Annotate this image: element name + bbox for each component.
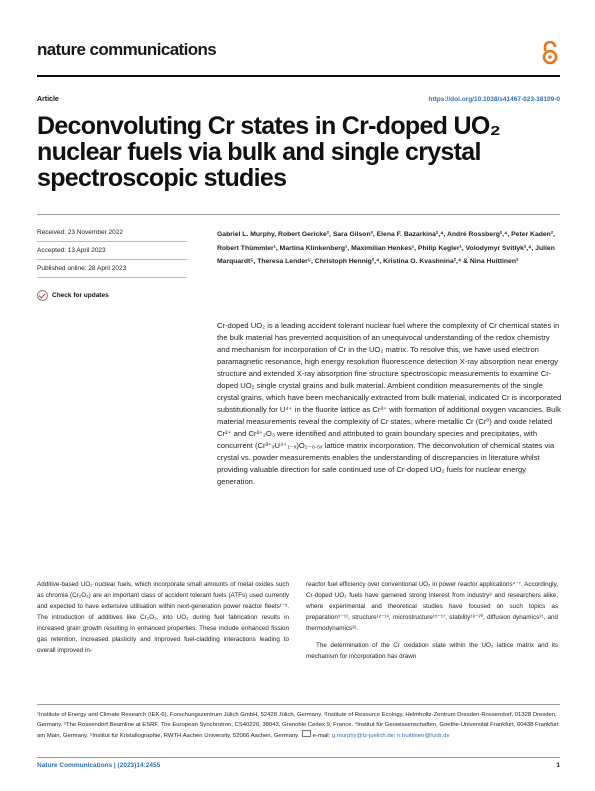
header-rule: [37, 75, 560, 77]
article-type: Article: [37, 96, 59, 103]
page-number: 1: [556, 762, 560, 769]
email-label: e-mail:: [312, 733, 331, 739]
published-date: Published online: 28 April 2023: [37, 265, 127, 272]
check-updates-button[interactable]: [37, 290, 109, 301]
received-date: Received: 23 November 2022: [37, 229, 123, 236]
affiliations: [37, 710, 560, 741]
divider: [37, 259, 187, 260]
author-list: Gabriel L. Murphy, Robert Gericke², Sara Gilson³, Elena F. Bazarkina²,⁴, André Rossberg²,⁴, Peter Kaden², Robert Thümmler¹, Martina Klinkenberg¹, Maximilian Henkes¹, Philip Kegler¹, Volodymyr Svitlyk²,⁴, Julien Marquardt⁵, Theresa Lender⁵, Christoph Hennig²,⁴, Kristina O. Kvashnina²,⁴ & Nina Huittinen²: [217, 231, 555, 265]
divider: [37, 241, 187, 242]
email-icon: [302, 730, 311, 737]
body-column-1: Additive-based UO₂ nuclear fuels, which incorporate small amounts of metal oxides such as chromia (Cr₂O₃) are an important class of accident tolerant fuels (ATFs) used currently and expected to have extensive utilisation within next-generation power reactor fleets¹⁻³. The introduction of additives like Cr₂O₃, into UO₂ during fuel fabrication results in increased grain growth resulting in enhanced properties. These include enhanced fission gas retention, increased plasticity and improved fuel-cladding interactions leading to overall improved in-: [37, 581, 289, 654]
body-paragraph: reactor fuel efficiency over conventional UO₂ in power reactor applications⁴⁻⁷. Accordingly, Cr-doped UO₂ fuels have garnered strong interest from industry⁸ and researchers alike, where experimental and theoretical studies have focused on such topics as preparation⁹⁻¹¹, structure¹²⁻¹⁴, microstructure¹⁵⁻¹⁷, stability¹⁸⁻²⁰, diffusion dynamics²¹, and thermodynamics²².: [306, 581, 558, 632]
dates-block: [37, 229, 187, 283]
abstract: Cr-doped UO₂ is a leading accident tolerant nuclear fuel where the complexity of Cr chemical states in the bulk material has prevented acquisition of an unequivocal understanding of the redox chemistry and mechanism for incorporation of Cr in the UO₂ matrix. To resolve this, we have used electron paramagnetic resonance, high energy resolution fluorescence detection X-ray absorption near energy structure and extended X-ray absorption fine structure spectroscopic measurements to examine Cr-doped UO₂ single crystal grains and bulk material. Ambient condition measurements of the single crystal grains, which have been mechanically extracted from bulk material, indicated Cr is incorporated substitutionally for U⁴⁺ in the fluorite lattice as Cr³⁺ with formation of additional oxygen vacancies. Bulk material measurements reveal the complexity of Cr states, where metallic Cr (Cr⁰) and oxide related Cr²⁺ and Cr³⁺₂O₃ were identified and attributed to grain boundary species and precipitates, with concurrent (Cr³⁺ₓU⁴⁺₁₋ₓ)O₂₋₀.₅ₓ lattice matrix incorporation. The deconvolution of chemical states via crystal vs. powder measurements enables the understanding of discrepancies in literature whilst providing valuable direction for safe continued use of Cr-doped UO₂ fuels for nuclear energy generation.: [217, 321, 562, 486]
paper-title: Deconvoluting Cr states in Cr-doped UO₂ nuclear fuels via bulk and single crystal spectroscopic studies: [37, 112, 501, 192]
check-updates-label: Check for updates: [52, 292, 109, 299]
body-column-2: [306, 579, 558, 662]
check-updates-icon: [37, 290, 48, 301]
footer-citation[interactable]: Nature Communications | (2023)14:2455: [37, 762, 161, 769]
affiliation-text: ¹Institute of Energy and Climate Research (IEK-6), Forschungszentrum Jülich GmbH, 52428 Jülich, Germany. ²Institute of Resource Ecology, Helmholtz-Zentrum Dresden-Rossendorf, 01328 Dresden, Germany. ³The Rossendorf Beamline at ESRF, The European Synchrotron, CS40220, 38043, Grenoble Cedex 9, France. ⁴Institut für Geowissenschaften, Goethe-Universität Frankfurt, 60438 Frankfurt am Main, Germany. ⁵Institut für Kristallographie, RWTH Aachen University, 52066 Aachen, Germany.: [37, 712, 559, 739]
body-paragraph: The determination of the Cr oxidation state within the UO₂ lattice matrix and its mechanism for incorporation has drawn: [306, 642, 558, 660]
email-links[interactable]: g.murphy@fz-juelich.de; n.huittinen@hzdr.de: [331, 733, 450, 739]
doi-link[interactable]: https://doi.org/10.1038/s41467-023-38109-0: [428, 96, 560, 103]
divider: [37, 277, 187, 278]
title-rule: [37, 214, 560, 215]
accepted-date: Accepted: 13 April 2023: [37, 247, 106, 254]
affiliations-rule: [37, 704, 560, 705]
journal-name[interactable]: nature communications: [37, 40, 217, 59]
footer-rule: [37, 757, 560, 758]
open-access-icon: [541, 41, 559, 65]
